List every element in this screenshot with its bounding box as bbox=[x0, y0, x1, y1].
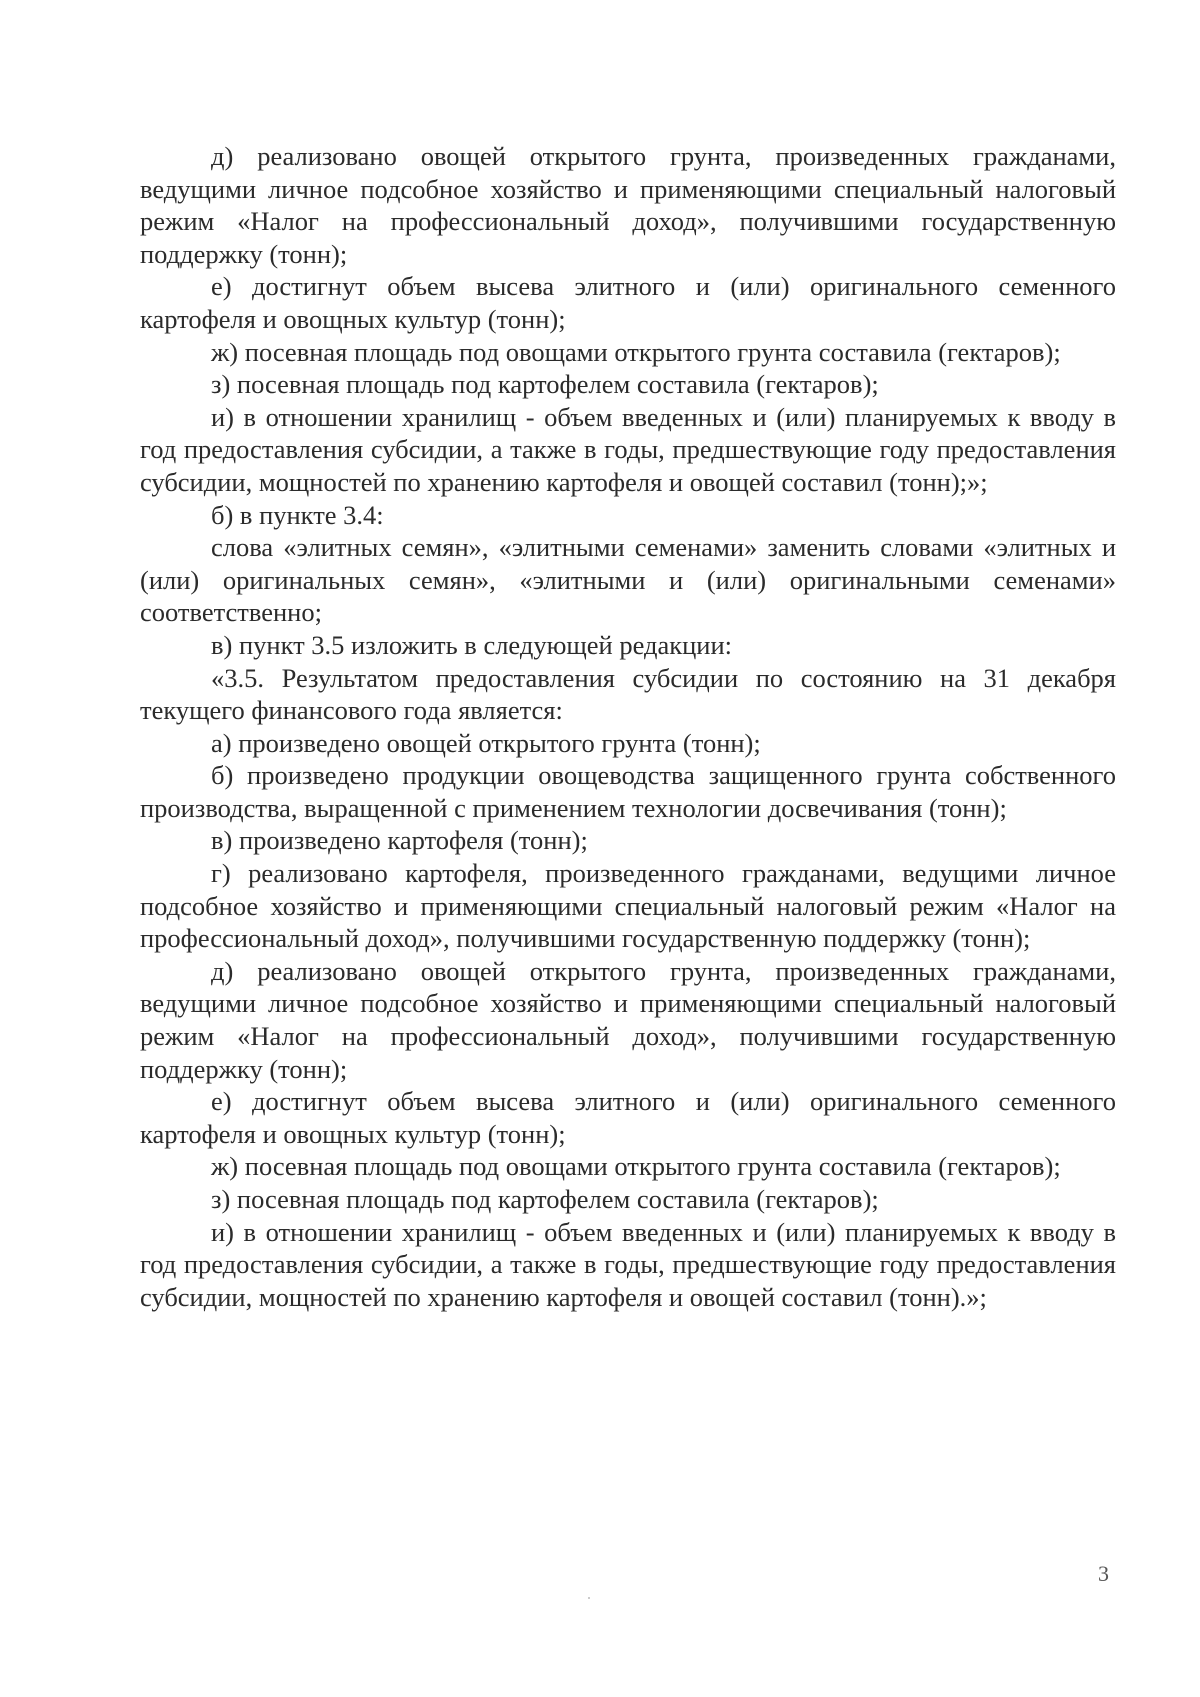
paragraph-clause-3-5: «3.5. Результатом предоставления субсидии по состоянию на 31 декабря текущего финансового года является: bbox=[140, 662, 1116, 726]
paragraph-replace-words: слова «элитных семян», «элитными семенами» заменить словами «элитных и (или) оригинальных семян», «элитными и (или) оригинальными семенами» соответственно; bbox=[140, 532, 1116, 628]
paragraph-result-z: з) посевная площадь под картофелем составила (гектаров); bbox=[211, 1184, 879, 1214]
paragraph-result-v: в) произведено картофеля (тонн); bbox=[211, 825, 588, 856]
document-body bbox=[140, 140, 1116, 1313]
paragraph-result-g: г) реализовано картофеля, произведенного гражданами, ведущими личное подсобное хозяйство и применяющими специальный налоговый режим «Налог на профессиональный доход», получившими государственную поддержку (тонн); bbox=[140, 858, 1116, 954]
paragraph-amendment-v: в) пункт 3.5 изложить в следующей редакции: bbox=[211, 629, 733, 660]
paragraph-item-z: з) посевная площадь под картофелем составила (гектаров); bbox=[211, 369, 879, 400]
paragraph-item-zh: ж) посевная площадь под овощами открытого грунта составила (гектаров); bbox=[211, 336, 1061, 367]
paragraph-item-e: е) достигнут объем высева элитного и (или) оригинального семенного картофеля и овощных культур (тонн); bbox=[140, 271, 1116, 334]
paragraph-result-d: д) реализовано овощей открытого грунта, произведенных гражданами, ведущими личное подсобное хозяйство и применяющими специальный налоговый режим «Налог на профессиональный доход», получившими государственную поддержку (тонн); bbox=[140, 955, 1116, 1084]
paragraph-item-i: и) в отношении хранилищ - объем введенных и (или) планируемых к вводу в год предоставления субсидии, а также в годы, предшествующие году предоставления субсидии, мощностей по хранению картофеля и овощей составил (тонн);»; bbox=[140, 401, 1116, 497]
paragraph-result-i: и) в отношении хранилищ - объем введенных и (или) планируемых к вводу в год предоставления субсидии, а также в годы, предшествующие году предоставления субсидии, мощностей по хранению картофеля и овощей составил (тонн).»; bbox=[140, 1216, 1116, 1312]
scan-speck bbox=[588, 1597, 590, 1599]
paragraph-result-zh: ж) посевная площадь под овощами открытого грунта составила (гектаров); bbox=[211, 1151, 1061, 1182]
paragraph-result-a: а) произведено овощей открытого грунта (тонн); bbox=[211, 727, 761, 758]
paragraph-result-b: б) произведено продукции овощеводства защищенного грунта собственного производства, выращенной с применением технологии досвечивания (тонн); bbox=[140, 760, 1116, 823]
paragraph-amendment-b: б) в пункте 3.4: bbox=[211, 499, 384, 530]
paragraph-item-d: д) реализовано овощей открытого грунта, произведенных гражданами, ведущими личное подсобное хозяйство и применяющими специальный налоговый режим «Налог на профессиональный доход», получившими государственную поддержку (тонн); bbox=[140, 141, 1116, 269]
paragraph-result-e: е) достигнут объем высева элитного и (или) оригинального семенного картофеля и овощных культур (тонн); bbox=[140, 1086, 1116, 1149]
page-number: 3 bbox=[1098, 1561, 1109, 1586]
